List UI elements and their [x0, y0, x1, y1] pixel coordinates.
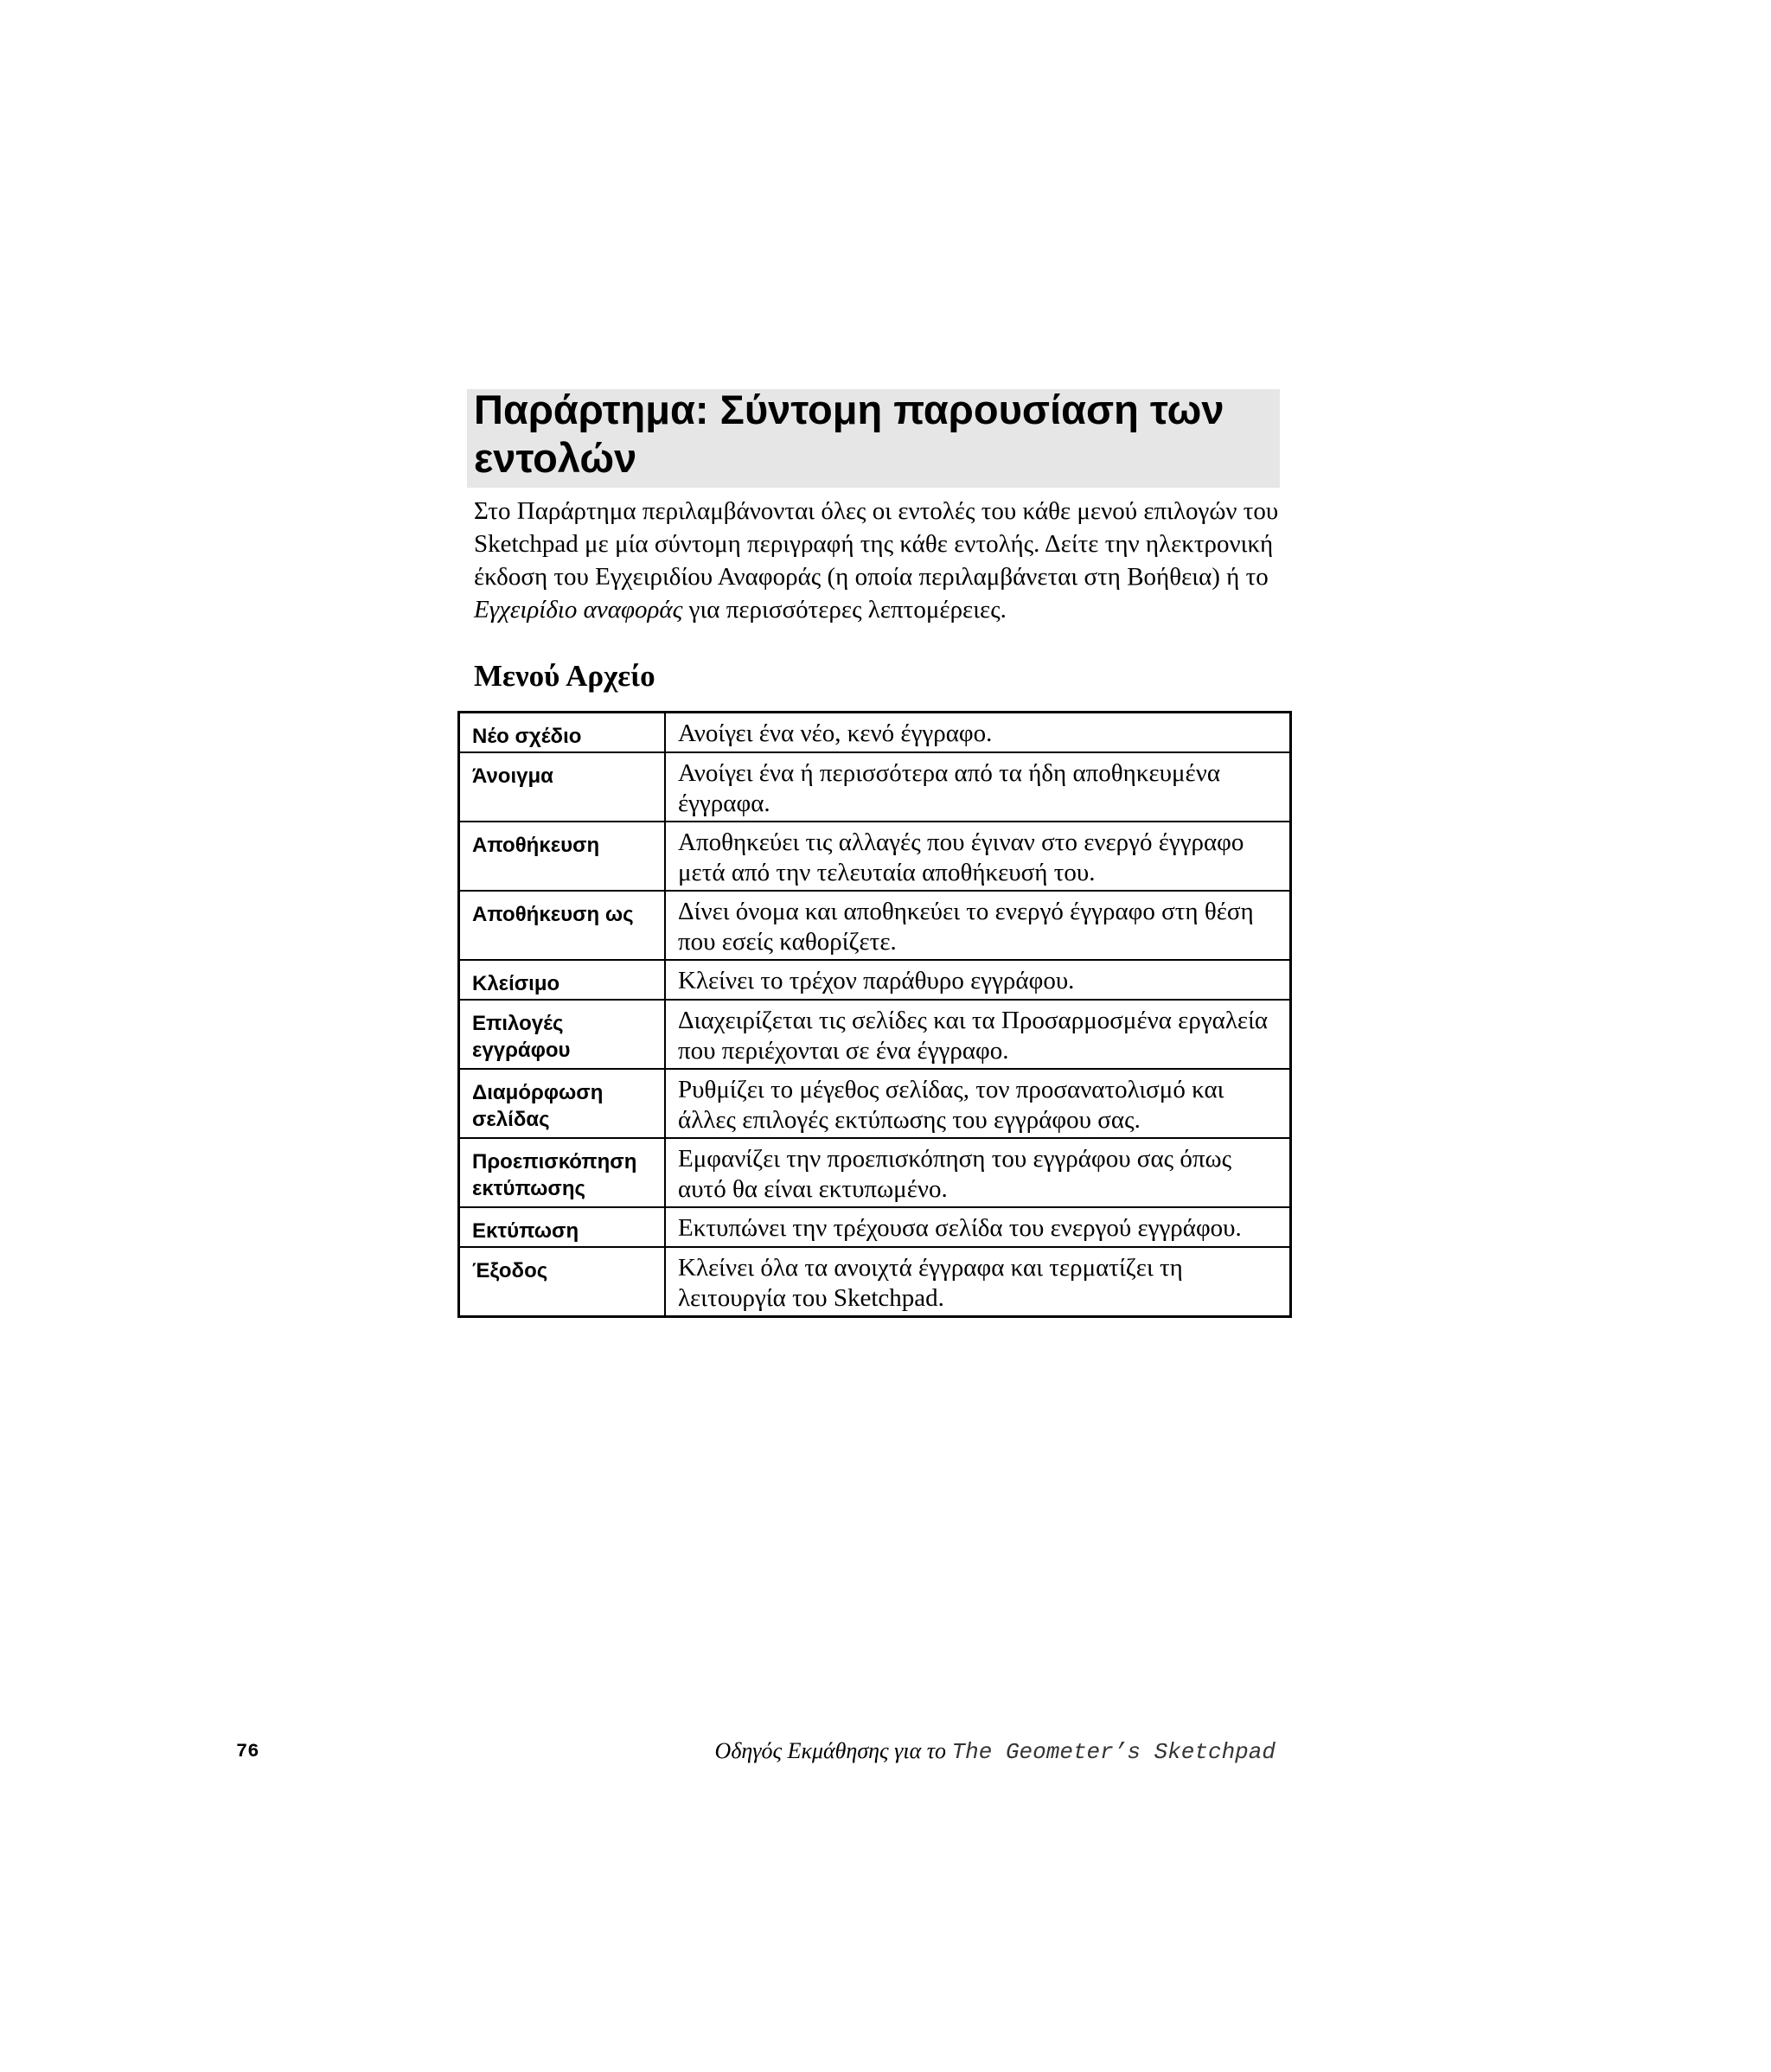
command-cell: Άνοιγμα: [459, 752, 666, 822]
command-cell: Προεπισκόπηση εκτύπωσης: [459, 1138, 666, 1207]
description-cell: Ανοίγει ένα ή περισσότερα από τα ήδη αποθηκευμένα έγγραφα.: [665, 752, 1291, 822]
footer-title-product: The Geometer’s Sketchpad: [951, 1739, 1276, 1765]
table-row: [459, 1138, 1291, 1207]
intro-text-after: για περισσότερες λεπτομέρειες.: [682, 596, 1007, 624]
file-menu-table: [457, 711, 1292, 1318]
footer-title-greek: Οδηγός Εκμάθησης για το: [714, 1738, 952, 1763]
table-row: [459, 713, 1291, 753]
command-cell: Εκτύπωση: [459, 1207, 666, 1247]
description-cell: Ανοίγει ένα νέο, κενό έγγραφο.: [665, 713, 1291, 753]
command-cell: Αποθήκευση: [459, 822, 666, 891]
description-cell: Εκτυπώνει την τρέχουσα σελίδα του ενεργού εγγράφου.: [665, 1207, 1291, 1247]
table-row: [459, 891, 1291, 960]
section-heading: Μενού Αρχείο: [474, 659, 655, 693]
intro-italic-reference: Εγχειρίδιο αναφοράς: [474, 596, 683, 624]
description-cell: Αποθηκεύει τις αλλαγές που έγιναν στο ενεργό έγγραφο μετά από την τελευταία αποθήκευσή του.: [665, 822, 1291, 891]
table-row: [459, 1247, 1291, 1317]
description-cell: Εμφανίζει την προεπισκόπηση του εγγράφου σας όπως αυτό θα είναι εκτυπωμένο.: [665, 1138, 1291, 1207]
table-row: [459, 752, 1291, 822]
table-row: [459, 1069, 1291, 1138]
intro-paragraph: [474, 495, 1287, 626]
command-cell: Διαμόρφωση σελίδας: [459, 1069, 666, 1138]
table-row: [459, 960, 1291, 1000]
description-cell: Ρυθμίζει το μέγεθος σελίδας, τον προσανατολισμό και άλλες επιλογές εκτύπωσης του εγγράφου σας.: [665, 1069, 1291, 1138]
running-footer: [715, 1736, 1276, 1767]
table-row: [459, 1207, 1291, 1247]
table-row: [459, 822, 1291, 891]
command-cell: Έξοδος: [459, 1247, 666, 1317]
command-cell: Κλείσιμο: [459, 960, 666, 1000]
command-cell: Αποθήκευση ως: [459, 891, 666, 960]
page-title: Παράρτημα: Σύντομη παρουσίαση των εντολών: [474, 387, 1224, 481]
description-cell: Κλείνει όλα τα ανοιχτά έγγραφα και τερματίζει τη λειτουργία του Sketchpad.: [665, 1247, 1291, 1317]
command-cell: Νέο σχέδιο: [459, 713, 666, 753]
description-cell: Δίνει όνομα και αποθηκεύει το ενεργό έγγραφο στη θέση που εσείς καθορίζετε.: [665, 891, 1291, 960]
description-cell: Κλείνει το τρέχον παράθυρο εγγράφου.: [665, 960, 1291, 1000]
table-row: [459, 1000, 1291, 1069]
page-number: 76: [236, 1741, 259, 1762]
description-cell: Διαχειρίζεται τις σελίδες και τα Προσαρμοσμένα εργαλεία που περιέχονται σε ένα έγγραφο.: [665, 1000, 1291, 1069]
intro-text-before: Στο Παράρτημα περιλαμβάνονται όλες οι εντολές του κάθε μενού επιλογών του Sketchpad με μία σύντομη περιγραφή της κάθε εντολής. Δείτε την ηλεκτρονική έκδοση του Εγχειριδίου Αναφοράς (η οποία περιλαμβάνεται στη Βοήθεια) ή το: [474, 497, 1279, 591]
command-cell: Επιλογές εγγράφου: [459, 1000, 666, 1069]
